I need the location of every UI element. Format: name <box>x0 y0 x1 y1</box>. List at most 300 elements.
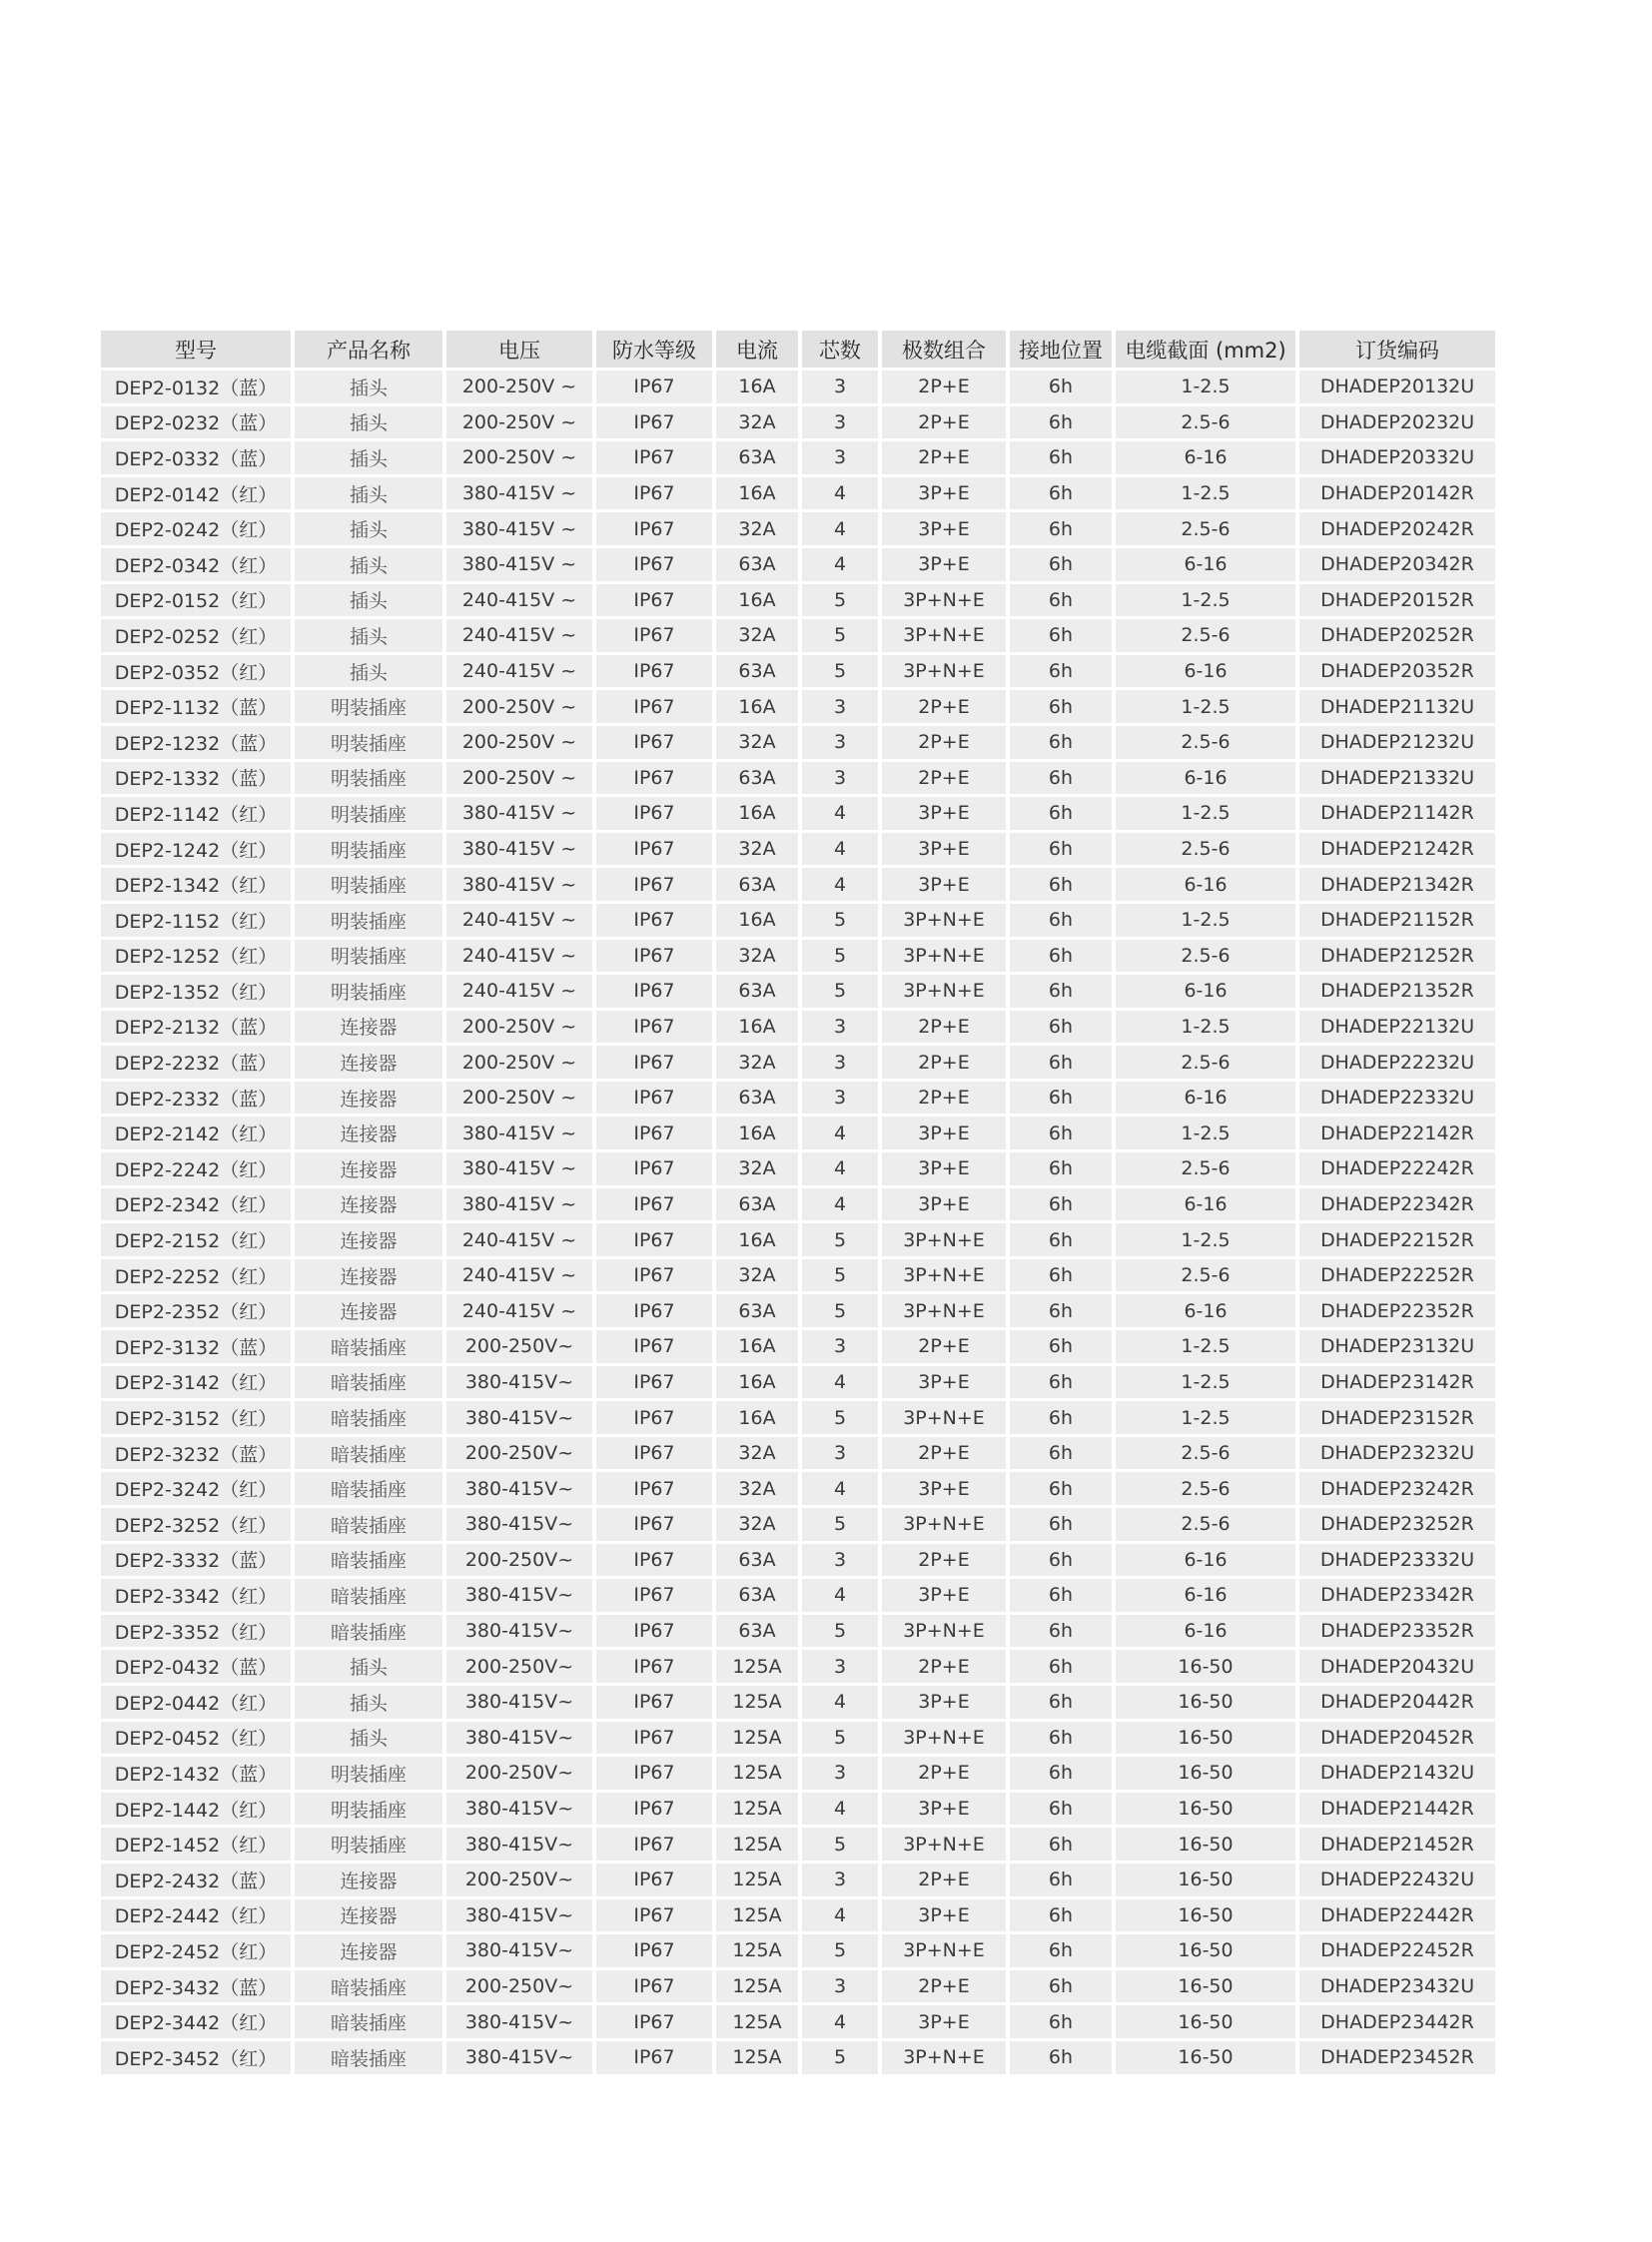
cell-model: DEP2-2132（蓝） <box>101 1011 291 1044</box>
cell-current: 32A <box>716 406 798 439</box>
cell-voltage: 380-415V~ <box>446 2041 592 2074</box>
cell-ip-rating: IP67 <box>596 441 712 474</box>
cell-order-code: DHADEP22342R <box>1299 1188 1495 1221</box>
cell-cable-section: 2.5-6 <box>1116 833 1295 866</box>
cell-current: 16A <box>716 1011 798 1044</box>
cell-order-code: DHADEP21452R <box>1299 1828 1495 1861</box>
cell-voltage: 200-250V ~ <box>446 690 592 723</box>
cell-model: DEP2-0432（蓝） <box>101 1650 291 1683</box>
cell-pole-config: 2P+E <box>882 1757 1006 1790</box>
cell-cores: 5 <box>802 975 878 1008</box>
cell-cable-section: 1-2.5 <box>1116 1223 1295 1256</box>
cell-voltage: 240-415V ~ <box>446 1259 592 1292</box>
table-header-row <box>101 331 1495 368</box>
cell-product-name: 插头 <box>295 584 442 617</box>
cell-current: 32A <box>716 1259 798 1292</box>
table-row <box>101 868 1495 901</box>
cell-model: DEP2-1132（蓝） <box>101 690 291 723</box>
cell-earth-position: 6h <box>1010 1117 1112 1149</box>
cell-ip-rating: IP67 <box>596 690 712 723</box>
table-row <box>101 1437 1495 1470</box>
cell-cable-section: 6-16 <box>1116 1579 1295 1612</box>
cell-earth-position: 6h <box>1010 371 1112 403</box>
table-row <box>101 1544 1495 1577</box>
cell-model: DEP2-2142（红） <box>101 1117 291 1149</box>
cell-order-code: DHADEP22332U <box>1299 1082 1495 1115</box>
cell-ip-rating: IP67 <box>596 1828 712 1861</box>
table-row <box>101 1970 1495 2003</box>
cell-cores: 4 <box>802 548 878 581</box>
cell-earth-position: 6h <box>1010 1152 1112 1185</box>
table-row <box>101 1793 1495 1826</box>
cell-voltage: 200-250V ~ <box>446 726 592 759</box>
cell-ip-rating: IP67 <box>596 1437 712 1470</box>
cell-model: DEP2-1442（红） <box>101 1793 291 1826</box>
cell-pole-config: 2P+E <box>882 726 1006 759</box>
cell-cores: 3 <box>802 1650 878 1683</box>
cell-ip-rating: IP67 <box>596 797 712 830</box>
cell-pole-config: 3P+N+E <box>882 940 1006 973</box>
cell-current: 125A <box>716 1722 798 1755</box>
table-row <box>101 2005 1495 2038</box>
cell-cores: 4 <box>802 833 878 866</box>
cell-order-code: DHADEP23132U <box>1299 1330 1495 1363</box>
cell-cores: 4 <box>802 2005 878 2038</box>
cell-current: 32A <box>716 1472 798 1505</box>
cell-cable-section: 1-2.5 <box>1116 1330 1295 1363</box>
cell-product-name: 连接器 <box>295 1259 442 1292</box>
cell-cable-section: 2.5-6 <box>1116 1259 1295 1292</box>
cell-order-code: DHADEP23352R <box>1299 1615 1495 1648</box>
cell-cores: 5 <box>802 940 878 973</box>
column-header-voltage: 电压 <box>446 331 592 368</box>
cell-ip-rating: IP67 <box>596 1899 712 1932</box>
cell-cores: 3 <box>802 1330 878 1363</box>
cell-order-code: DHADEP21342R <box>1299 868 1495 901</box>
cell-cores: 3 <box>802 1757 878 1790</box>
cell-cable-section: 6-16 <box>1116 1294 1295 1327</box>
cell-order-code: DHADEP20142R <box>1299 477 1495 510</box>
cell-cable-section: 16-50 <box>1116 1686 1295 1719</box>
cell-product-name: 连接器 <box>295 1223 442 1256</box>
cell-cores: 3 <box>802 1970 878 2003</box>
table-row <box>101 1401 1495 1434</box>
cell-model: DEP2-3142（红） <box>101 1366 291 1399</box>
cell-order-code: DHADEP22452R <box>1299 1934 1495 1967</box>
table-row <box>101 1330 1495 1363</box>
cell-current: 125A <box>716 1686 798 1719</box>
cell-model: DEP2-2432（蓝） <box>101 1864 291 1896</box>
cell-cable-section: 2.5-6 <box>1116 940 1295 973</box>
table-row <box>101 1188 1495 1221</box>
cell-product-name: 连接器 <box>295 1117 442 1149</box>
cell-earth-position: 6h <box>1010 1508 1112 1541</box>
cell-current: 63A <box>716 1579 798 1612</box>
cell-model: DEP2-3252（红） <box>101 1508 291 1541</box>
cell-order-code: DHADEP20342R <box>1299 548 1495 581</box>
cell-cores: 3 <box>802 1082 878 1115</box>
cell-order-code: DHADEP22352R <box>1299 1294 1495 1327</box>
cell-pole-config: 3P+N+E <box>882 1401 1006 1434</box>
cell-model: DEP2-1432（蓝） <box>101 1757 291 1790</box>
cell-cable-section: 2.5-6 <box>1116 512 1295 545</box>
cell-current: 63A <box>716 1544 798 1577</box>
cell-current: 63A <box>716 1615 798 1648</box>
cell-pole-config: 2P+E <box>882 1437 1006 1470</box>
cell-voltage: 380-415V~ <box>446 1828 592 1861</box>
cell-ip-rating: IP67 <box>596 904 712 937</box>
cell-pole-config: 3P+E <box>882 833 1006 866</box>
cell-earth-position: 6h <box>1010 1188 1112 1221</box>
cell-cable-section: 6-16 <box>1116 975 1295 1008</box>
cell-voltage: 380-415V~ <box>446 1722 592 1755</box>
table-row <box>101 512 1495 545</box>
cell-model: DEP2-2352（红） <box>101 1294 291 1327</box>
table-row <box>101 1259 1495 1292</box>
cell-earth-position: 6h <box>1010 1294 1112 1327</box>
cell-cable-section: 6-16 <box>1116 655 1295 688</box>
cell-voltage: 200-250V ~ <box>446 1011 592 1044</box>
cell-earth-position: 6h <box>1010 1934 1112 1967</box>
cell-pole-config: 3P+E <box>882 477 1006 510</box>
cell-voltage: 240-415V ~ <box>446 584 592 617</box>
cell-cores: 4 <box>802 868 878 901</box>
table-row <box>101 1579 1495 1612</box>
column-header-pole-config: 极数组合 <box>882 331 1006 368</box>
cell-model: DEP2-0442（红） <box>101 1686 291 1719</box>
cell-order-code: DHADEP21242R <box>1299 833 1495 866</box>
cell-current: 16A <box>716 1117 798 1149</box>
cell-product-name: 明装插座 <box>295 868 442 901</box>
cell-cores: 5 <box>802 1259 878 1292</box>
cell-order-code: DHADEP23152R <box>1299 1401 1495 1434</box>
cell-pole-config: 3P+E <box>882 868 1006 901</box>
cell-cable-section: 2.5-6 <box>1116 1437 1295 1470</box>
cell-earth-position: 6h <box>1010 1757 1112 1790</box>
cell-model: DEP2-0152（红） <box>101 584 291 617</box>
cell-model: DEP2-1452（红） <box>101 1828 291 1861</box>
product-spec-table <box>97 328 1499 2077</box>
cell-ip-rating: IP67 <box>596 940 712 973</box>
cell-ip-rating: IP67 <box>596 1508 712 1541</box>
table-row <box>101 833 1495 866</box>
cell-voltage: 200-250V ~ <box>446 762 592 795</box>
cell-cores: 4 <box>802 477 878 510</box>
cell-model: DEP2-3242（红） <box>101 1472 291 1505</box>
cell-voltage: 380-415V~ <box>446 1401 592 1434</box>
cell-earth-position: 6h <box>1010 1046 1112 1079</box>
cell-order-code: DHADEP20242R <box>1299 512 1495 545</box>
cell-earth-position: 6h <box>1010 1970 1112 2003</box>
cell-order-code: DHADEP23332U <box>1299 1544 1495 1577</box>
table-body <box>101 371 1495 2074</box>
cell-earth-position: 6h <box>1010 1011 1112 1044</box>
cell-ip-rating: IP67 <box>596 1046 712 1079</box>
cell-product-name: 暗装插座 <box>295 2041 442 2074</box>
cell-ip-rating: IP67 <box>596 2041 712 2074</box>
cell-model: DEP2-3352（红） <box>101 1615 291 1648</box>
cell-cores: 3 <box>802 371 878 403</box>
cell-voltage: 380-415V ~ <box>446 1188 592 1221</box>
cell-voltage: 380-415V ~ <box>446 797 592 830</box>
cell-model: DEP2-2152（红） <box>101 1223 291 1256</box>
cell-cores: 3 <box>802 1437 878 1470</box>
cell-cable-section: 1-2.5 <box>1116 1401 1295 1434</box>
cell-pole-config: 3P+E <box>882 1188 1006 1221</box>
cell-earth-position: 6h <box>1010 975 1112 1008</box>
cell-earth-position: 6h <box>1010 1828 1112 1861</box>
cell-earth-position: 6h <box>1010 1259 1112 1292</box>
cell-earth-position: 6h <box>1010 1366 1112 1399</box>
cell-current: 32A <box>716 512 798 545</box>
cell-model: DEP2-3332（蓝） <box>101 1544 291 1577</box>
cell-current: 125A <box>716 1650 798 1683</box>
cell-order-code: DHADEP22432U <box>1299 1864 1495 1896</box>
cell-cores: 5 <box>802 1294 878 1327</box>
cell-voltage: 240-415V ~ <box>446 1294 592 1327</box>
cell-voltage: 200-250V~ <box>446 1544 592 1577</box>
cell-current: 63A <box>716 868 798 901</box>
cell-earth-position: 6h <box>1010 797 1112 830</box>
cell-order-code: DHADEP23452R <box>1299 2041 1495 2074</box>
cell-cores: 5 <box>802 1722 878 1755</box>
cell-voltage: 380-415V~ <box>446 1793 592 1826</box>
table-row <box>101 1615 1495 1648</box>
cell-model: DEP2-0352（红） <box>101 655 291 688</box>
cell-pole-config: 2P+E <box>882 1864 1006 1896</box>
cell-model: DEP2-3432（蓝） <box>101 1970 291 2003</box>
cell-voltage: 380-415V ~ <box>446 833 592 866</box>
cell-earth-position: 6h <box>1010 1650 1112 1683</box>
cell-model: DEP2-0342（红） <box>101 548 291 581</box>
cell-current: 16A <box>716 904 798 937</box>
cell-cable-section: 6-16 <box>1116 762 1295 795</box>
cell-cable-section: 16-50 <box>1116 1828 1295 1861</box>
cell-current: 16A <box>716 1330 798 1363</box>
cell-model: DEP2-3452（红） <box>101 2041 291 2074</box>
cell-product-name: 插头 <box>295 619 442 652</box>
cell-model: DEP2-0232（蓝） <box>101 406 291 439</box>
cell-cable-section: 1-2.5 <box>1116 904 1295 937</box>
table-row <box>101 1686 1495 1719</box>
cell-product-name: 明装插座 <box>295 690 442 723</box>
cell-voltage: 200-250V~ <box>446 1650 592 1683</box>
cell-current: 16A <box>716 1401 798 1434</box>
cell-product-name: 插头 <box>295 1686 442 1719</box>
cell-cores: 4 <box>802 1117 878 1149</box>
cell-product-name: 明装插座 <box>295 975 442 1008</box>
cell-current: 63A <box>716 1082 798 1115</box>
cell-cable-section: 1-2.5 <box>1116 371 1295 403</box>
cell-pole-config: 3P+E <box>882 1366 1006 1399</box>
cell-current: 32A <box>716 1508 798 1541</box>
table-row <box>101 726 1495 759</box>
cell-model: DEP2-0452（红） <box>101 1722 291 1755</box>
cell-earth-position: 6h <box>1010 512 1112 545</box>
cell-pole-config: 3P+E <box>882 1899 1006 1932</box>
cell-voltage: 200-250V ~ <box>446 1046 592 1079</box>
cell-current: 16A <box>716 584 798 617</box>
cell-voltage: 240-415V ~ <box>446 655 592 688</box>
cell-ip-rating: IP67 <box>596 1117 712 1149</box>
cell-product-name: 明装插座 <box>295 940 442 973</box>
cell-product-name: 暗装插座 <box>295 1544 442 1577</box>
cell-model: DEP2-0142（红） <box>101 477 291 510</box>
cell-pole-config: 3P+E <box>882 548 1006 581</box>
cell-product-name: 插头 <box>295 406 442 439</box>
cell-order-code: DHADEP21232U <box>1299 726 1495 759</box>
cell-ip-rating: IP67 <box>596 371 712 403</box>
cell-order-code: DHADEP21332U <box>1299 762 1495 795</box>
cell-ip-rating: IP67 <box>596 1864 712 1896</box>
cell-pole-config: 3P+N+E <box>882 1294 1006 1327</box>
cell-earth-position: 6h <box>1010 762 1112 795</box>
cell-pole-config: 3P+E <box>882 1686 1006 1719</box>
cell-current: 32A <box>716 833 798 866</box>
cell-ip-rating: IP67 <box>596 1970 712 2003</box>
cell-product-name: 插头 <box>295 371 442 403</box>
cell-pole-config: 2P+E <box>882 1046 1006 1079</box>
table-row <box>101 762 1495 795</box>
cell-model: DEP2-3442（红） <box>101 2005 291 2038</box>
cell-product-name: 插头 <box>295 655 442 688</box>
cell-model: DEP2-2232（蓝） <box>101 1046 291 1079</box>
cell-voltage: 380-415V~ <box>446 1508 592 1541</box>
cell-voltage: 240-415V ~ <box>446 975 592 1008</box>
table-row <box>101 619 1495 652</box>
cell-current: 16A <box>716 371 798 403</box>
table-row <box>101 1046 1495 1079</box>
table-row <box>101 1508 1495 1541</box>
cell-cable-section: 1-2.5 <box>1116 1117 1295 1149</box>
table-row <box>101 1722 1495 1755</box>
cell-order-code: DHADEP22152R <box>1299 1223 1495 1256</box>
cell-earth-position: 6h <box>1010 868 1112 901</box>
cell-pole-config: 3P+N+E <box>882 1722 1006 1755</box>
cell-cable-section: 16-50 <box>1116 2041 1295 2074</box>
cell-pole-config: 2P+E <box>882 690 1006 723</box>
cell-cores: 4 <box>802 797 878 830</box>
cell-voltage: 240-415V ~ <box>446 904 592 937</box>
cell-product-name: 暗装插座 <box>295 2005 442 2038</box>
cell-cores: 5 <box>802 904 878 937</box>
cell-earth-position: 6h <box>1010 1899 1112 1932</box>
cell-current: 16A <box>716 1223 798 1256</box>
cell-product-name: 暗装插座 <box>295 1366 442 1399</box>
cell-pole-config: 2P+E <box>882 1970 1006 2003</box>
cell-product-name: 明装插座 <box>295 1757 442 1790</box>
cell-earth-position: 6h <box>1010 2005 1112 2038</box>
cell-pole-config: 3P+E <box>882 1152 1006 1185</box>
cell-order-code: DHADEP21142R <box>1299 797 1495 830</box>
cell-ip-rating: IP67 <box>596 833 712 866</box>
cell-cable-section: 2.5-6 <box>1116 406 1295 439</box>
cell-product-name: 插头 <box>295 477 442 510</box>
cell-current: 125A <box>716 1757 798 1790</box>
cell-cores: 4 <box>802 1686 878 1719</box>
cell-cores: 4 <box>802 1899 878 1932</box>
cell-voltage: 380-415V~ <box>446 1366 592 1399</box>
cell-model: DEP2-0332（蓝） <box>101 441 291 474</box>
cell-current: 125A <box>716 1899 798 1932</box>
cell-cable-section: 2.5-6 <box>1116 1472 1295 1505</box>
cell-earth-position: 6h <box>1010 1579 1112 1612</box>
cell-model: DEP2-3152（红） <box>101 1401 291 1434</box>
column-header-product-name: 产品名称 <box>295 331 442 368</box>
cell-pole-config: 2P+E <box>882 1330 1006 1363</box>
cell-order-code: DHADEP20432U <box>1299 1650 1495 1683</box>
cell-cores: 3 <box>802 1864 878 1896</box>
column-header-cores: 芯数 <box>802 331 878 368</box>
cell-cores: 4 <box>802 1366 878 1399</box>
cell-order-code: DHADEP23342R <box>1299 1579 1495 1612</box>
cell-cores: 5 <box>802 1401 878 1434</box>
cell-current: 63A <box>716 655 798 688</box>
cell-current: 16A <box>716 690 798 723</box>
cell-cores: 5 <box>802 1934 878 1967</box>
cell-current: 32A <box>716 726 798 759</box>
cell-pole-config: 2P+E <box>882 1082 1006 1115</box>
cell-product-name: 明装插座 <box>295 762 442 795</box>
cell-product-name: 连接器 <box>295 1934 442 1967</box>
cell-product-name: 暗装插座 <box>295 1401 442 1434</box>
cell-pole-config: 3P+E <box>882 2005 1006 2038</box>
cell-cable-section: 16-50 <box>1116 1650 1295 1683</box>
cell-ip-rating: IP67 <box>596 1472 712 1505</box>
cell-order-code: DHADEP20452R <box>1299 1722 1495 1755</box>
table-row <box>101 797 1495 830</box>
table-row <box>101 1472 1495 1505</box>
table-row <box>101 441 1495 474</box>
cell-voltage: 380-415V ~ <box>446 477 592 510</box>
cell-current: 63A <box>716 548 798 581</box>
cell-earth-position: 6h <box>1010 548 1112 581</box>
cell-pole-config: 3P+N+E <box>882 1828 1006 1861</box>
cell-current: 125A <box>716 2005 798 2038</box>
cell-pole-config: 3P+N+E <box>882 975 1006 1008</box>
cell-product-name: 连接器 <box>295 1899 442 1932</box>
table-row <box>101 1082 1495 1115</box>
cell-voltage: 200-250V~ <box>446 1970 592 2003</box>
table-row <box>101 1934 1495 1967</box>
cell-pole-config: 2P+E <box>882 441 1006 474</box>
cell-model: DEP2-2342（红） <box>101 1188 291 1221</box>
cell-cores: 3 <box>802 690 878 723</box>
cell-earth-position: 6h <box>1010 1864 1112 1896</box>
cell-pole-config: 3P+E <box>882 1793 1006 1826</box>
cell-voltage: 200-250V~ <box>446 1864 592 1896</box>
cell-product-name: 明装插座 <box>295 904 442 937</box>
cell-cable-section: 2.5-6 <box>1116 1508 1295 1541</box>
cell-current: 32A <box>716 1437 798 1470</box>
cell-voltage: 380-415V ~ <box>446 512 592 545</box>
cell-order-code: DHADEP23242R <box>1299 1472 1495 1505</box>
cell-product-name: 插头 <box>295 1722 442 1755</box>
cell-order-code: DHADEP22252R <box>1299 1259 1495 1292</box>
cell-pole-config: 2P+E <box>882 1650 1006 1683</box>
column-header-earth-position: 接地位置 <box>1010 331 1112 368</box>
cell-model: DEP2-1242（红） <box>101 833 291 866</box>
table-row <box>101 975 1495 1008</box>
cell-pole-config: 2P+E <box>882 762 1006 795</box>
cell-voltage: 240-415V ~ <box>446 940 592 973</box>
cell-pole-config: 3P+N+E <box>882 584 1006 617</box>
cell-product-name: 连接器 <box>295 1294 442 1327</box>
table-row <box>101 1294 1495 1327</box>
cell-ip-rating: IP67 <box>596 2005 712 2038</box>
cell-model: DEP2-3342（红） <box>101 1579 291 1612</box>
cell-order-code: DHADEP22442R <box>1299 1899 1495 1932</box>
